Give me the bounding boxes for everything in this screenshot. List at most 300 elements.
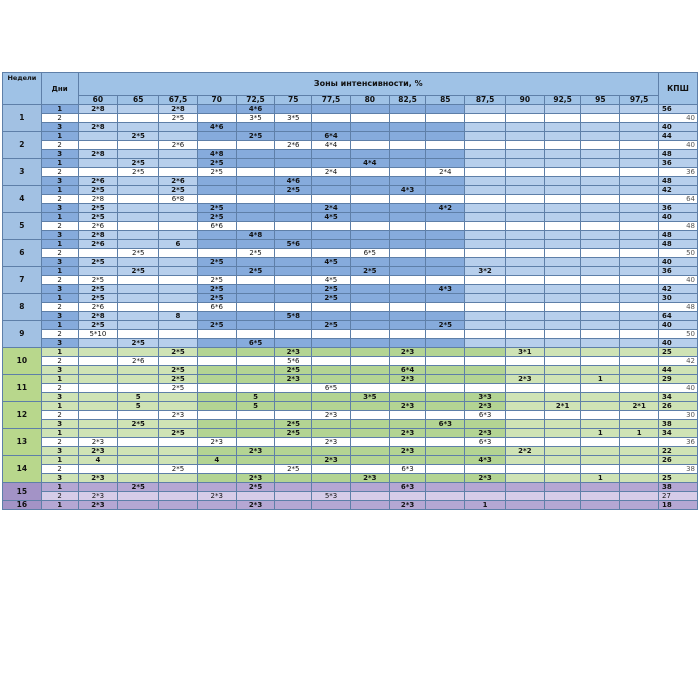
- zone-cell: [350, 357, 389, 366]
- zone-cell: [620, 501, 659, 510]
- zone-cell: [236, 465, 275, 474]
- day-number: 2: [41, 168, 78, 177]
- zone-cell: 4*8: [197, 150, 236, 159]
- zone-cell: [78, 141, 118, 150]
- zone-cell: [78, 168, 118, 177]
- zone-cell: [620, 294, 659, 303]
- zone-cell: [275, 456, 312, 465]
- kpsh-cell: 36: [659, 204, 698, 213]
- zone-cell: [78, 114, 118, 123]
- zone-cell: [581, 456, 620, 465]
- zone-cell: [350, 285, 389, 294]
- week-number: 2: [3, 132, 42, 159]
- week-number: 10: [3, 348, 42, 375]
- zone-cell: [118, 258, 159, 267]
- zone-cell: [118, 222, 159, 231]
- zone-cell: 2*5: [118, 483, 159, 492]
- zone-cell: [159, 330, 198, 339]
- zone-cell: [118, 177, 159, 186]
- zone-cell: 2*5: [78, 258, 118, 267]
- day-number: 1: [41, 267, 78, 276]
- zone-cell: [620, 186, 659, 195]
- zone-cell: [581, 438, 620, 447]
- zone-cell: 2*1: [544, 402, 581, 411]
- zone-cell: [544, 393, 581, 402]
- zone-cell: [465, 465, 506, 474]
- zone-cell: [581, 411, 620, 420]
- zone-cell: [544, 150, 581, 159]
- zone-cell: 5*10: [78, 330, 118, 339]
- zone-cell: 2*8: [78, 123, 118, 132]
- zone-cell: [389, 240, 426, 249]
- zone-cell: [389, 132, 426, 141]
- zone-header: 77,5: [312, 96, 351, 105]
- zone-cell: [275, 330, 312, 339]
- zone-cell: [236, 384, 275, 393]
- zone-cell: [426, 231, 465, 240]
- zone-cell: [426, 105, 465, 114]
- zone-header: 60: [78, 96, 118, 105]
- day-number: 1: [41, 159, 78, 168]
- zone-cell: [275, 393, 312, 402]
- zone-cell: [312, 501, 351, 510]
- zone-cell: 2*3: [465, 429, 506, 438]
- zone-cell: [236, 321, 275, 330]
- table-row: [3, 366, 698, 375]
- zone-cell: [78, 393, 118, 402]
- zone-cell: [197, 186, 236, 195]
- day-number: 2: [41, 357, 78, 366]
- zone-cell: [312, 366, 351, 375]
- week-number: 5: [3, 213, 42, 240]
- zone-cell: [465, 222, 506, 231]
- zone-cell: [159, 168, 198, 177]
- zone-cell: [197, 501, 236, 510]
- zone-cell: [389, 456, 426, 465]
- kpsh-cell: 36: [659, 267, 698, 276]
- zone-cell: [426, 177, 465, 186]
- zone-cell: 2*3: [312, 411, 351, 420]
- zone-cell: 2*5: [118, 132, 159, 141]
- table-row: [3, 222, 698, 231]
- zone-cell: [118, 438, 159, 447]
- zone-cell: [465, 339, 506, 348]
- zone-cell: 2*3: [465, 402, 506, 411]
- zone-cell: [159, 231, 198, 240]
- zone-cell: 3*1: [505, 348, 544, 357]
- zone-cell: 2*5: [159, 429, 198, 438]
- zone-cell: [159, 276, 198, 285]
- zone-cell: [544, 483, 581, 492]
- zone-cell: 2*3: [236, 501, 275, 510]
- zone-cell: [426, 267, 465, 276]
- zone-cell: 2*3: [236, 447, 275, 456]
- zone-cell: [350, 420, 389, 429]
- zone-cell: [505, 330, 544, 339]
- zone-cell: [581, 168, 620, 177]
- day-number: 1: [41, 132, 78, 141]
- zone-cell: [159, 420, 198, 429]
- zone-cell: [275, 303, 312, 312]
- table-row: [3, 303, 698, 312]
- day-number: 3: [41, 177, 78, 186]
- kpsh-cell: 25: [659, 474, 698, 483]
- zone-cell: 2*5: [159, 375, 198, 384]
- zone-cell: [426, 402, 465, 411]
- table-row: [3, 384, 698, 393]
- zone-cell: [581, 420, 620, 429]
- zone-cell: 2*4: [312, 168, 351, 177]
- kpsh-cell: 25: [659, 348, 698, 357]
- zone-cell: 2*3: [465, 474, 506, 483]
- zone-cell: 6: [159, 240, 198, 249]
- zone-cell: [118, 312, 159, 321]
- kpsh-cell: 48: [659, 303, 698, 312]
- zone-cell: 4*3: [465, 456, 506, 465]
- table-row: [3, 357, 698, 366]
- table-row: [3, 474, 698, 483]
- zone-cell: [620, 492, 659, 501]
- zone-cell: 2*3: [505, 375, 544, 384]
- zone-cell: [159, 438, 198, 447]
- zone-cell: [544, 276, 581, 285]
- day-number: 3: [41, 123, 78, 132]
- kpsh-cell: 38: [659, 483, 698, 492]
- zone-cell: [620, 474, 659, 483]
- zone-cell: [312, 186, 351, 195]
- zone-cell: [275, 285, 312, 294]
- zone-cell: [197, 483, 236, 492]
- kpsh-cell: 38: [659, 465, 698, 474]
- zone-cell: [197, 384, 236, 393]
- zone-cell: [275, 105, 312, 114]
- zone-cell: [544, 456, 581, 465]
- week-number: 11: [3, 375, 42, 402]
- zone-cell: [465, 294, 506, 303]
- zone-cell: [118, 150, 159, 159]
- zone-cell: [118, 240, 159, 249]
- zone-cell: [544, 294, 581, 303]
- zone-cell: [236, 438, 275, 447]
- zone-cell: [389, 438, 426, 447]
- zone-cell: [159, 150, 198, 159]
- kpsh-cell: 42: [659, 357, 698, 366]
- zone-cell: [312, 429, 351, 438]
- zone-cell: [426, 375, 465, 384]
- table-row: [3, 240, 698, 249]
- zone-cell: 2*5: [118, 420, 159, 429]
- zone-cell: [159, 159, 198, 168]
- zone-cell: [236, 357, 275, 366]
- table-row: [3, 249, 698, 258]
- zone-cell: 6*6: [197, 303, 236, 312]
- zone-cell: [389, 330, 426, 339]
- day-number: 2: [41, 465, 78, 474]
- zone-cell: [581, 177, 620, 186]
- zone-cell: [426, 150, 465, 159]
- zone-cell: [350, 402, 389, 411]
- zone-cell: [389, 384, 426, 393]
- day-number: 3: [41, 420, 78, 429]
- day-number: 3: [41, 339, 78, 348]
- zone-cell: 3*5: [236, 114, 275, 123]
- day-number: 2: [41, 114, 78, 123]
- day-number: 2: [41, 195, 78, 204]
- zone-cell: [197, 375, 236, 384]
- zone-cell: [312, 240, 351, 249]
- table-row: [3, 501, 698, 510]
- zone-cell: [236, 492, 275, 501]
- zone-cell: [350, 456, 389, 465]
- zone-cell: [197, 366, 236, 375]
- zone-cell: 4*4: [350, 159, 389, 168]
- zone-cell: [581, 159, 620, 168]
- zone-cell: [118, 348, 159, 357]
- zone-cell: 2*8: [78, 150, 118, 159]
- zone-cell: [197, 474, 236, 483]
- zone-cell: 4*8: [236, 231, 275, 240]
- kpsh-cell: 64: [659, 312, 698, 321]
- zone-cell: [350, 330, 389, 339]
- zone-cell: [312, 195, 351, 204]
- week-number: 3: [3, 159, 42, 186]
- zone-cell: [465, 285, 506, 294]
- kpsh-cell: 50: [659, 330, 698, 339]
- day-number: 3: [41, 150, 78, 159]
- zone-cell: 6*4: [312, 132, 351, 141]
- zone-cell: [505, 150, 544, 159]
- zone-cell: [505, 123, 544, 132]
- zone-cell: [544, 501, 581, 510]
- zone-cell: 2*5: [159, 348, 198, 357]
- zone-cell: [236, 123, 275, 132]
- zone-cell: [505, 213, 544, 222]
- zone-cell: [350, 141, 389, 150]
- zone-cell: [118, 492, 159, 501]
- zone-cell: [350, 105, 389, 114]
- zone-cell: 2*5: [78, 321, 118, 330]
- zone-cell: [620, 348, 659, 357]
- zone-cell: 2*5: [312, 321, 351, 330]
- zone-cell: [236, 195, 275, 204]
- zone-cell: 2*2: [505, 447, 544, 456]
- zone-cell: [118, 294, 159, 303]
- zone-cell: [426, 312, 465, 321]
- zone-cell: [350, 384, 389, 393]
- zone-cell: [159, 339, 198, 348]
- zone-cell: [544, 195, 581, 204]
- kpsh-cell: 48: [659, 231, 698, 240]
- zone-cell: [236, 213, 275, 222]
- table-row: [3, 339, 698, 348]
- zone-cell: [312, 402, 351, 411]
- day-number: 2: [41, 411, 78, 420]
- zone-cell: [197, 267, 236, 276]
- zone-cell: [465, 321, 506, 330]
- zone-cell: [465, 483, 506, 492]
- zone-cell: [236, 330, 275, 339]
- day-number: 1: [41, 402, 78, 411]
- kpsh-cell: 40: [659, 339, 698, 348]
- zone-header: 67,5: [159, 96, 198, 105]
- zone-cell: [465, 312, 506, 321]
- zone-cell: 6*3: [465, 411, 506, 420]
- zone-cell: [544, 375, 581, 384]
- zone-cell: 3*2: [465, 267, 506, 276]
- week-number: 16: [3, 501, 42, 510]
- zone-cell: [581, 303, 620, 312]
- zone-cell: [312, 267, 351, 276]
- zone-cell: [505, 186, 544, 195]
- zone-cell: [505, 267, 544, 276]
- zone-cell: 1: [620, 429, 659, 438]
- zone-cell: [389, 123, 426, 132]
- zone-cell: [581, 357, 620, 366]
- table-row: [3, 159, 698, 168]
- zone-cell: [389, 411, 426, 420]
- zone-cell: [544, 240, 581, 249]
- table-row: [3, 447, 698, 456]
- kpsh-cell: 40: [659, 258, 698, 267]
- zone-cell: [426, 339, 465, 348]
- zone-cell: [350, 240, 389, 249]
- zone-cell: [544, 159, 581, 168]
- day-number: 3: [41, 393, 78, 402]
- zone-cell: 2*5: [197, 213, 236, 222]
- week-number: 6: [3, 240, 42, 267]
- kpsh-cell: 40: [659, 213, 698, 222]
- zone-cell: [505, 177, 544, 186]
- day-number: 1: [41, 105, 78, 114]
- zone-cell: 4*6: [275, 177, 312, 186]
- kpsh-cell: 22: [659, 447, 698, 456]
- zone-cell: [505, 339, 544, 348]
- zone-cell: [389, 339, 426, 348]
- zone-cell: [620, 375, 659, 384]
- week-number: 15: [3, 483, 42, 501]
- zone-cell: [389, 321, 426, 330]
- zone-cell: [159, 321, 198, 330]
- table-row: [3, 168, 698, 177]
- zone-cell: [465, 195, 506, 204]
- zone-cell: [78, 249, 118, 258]
- zone-cell: [118, 141, 159, 150]
- zone-cell: 3*5: [275, 114, 312, 123]
- zone-cell: [465, 105, 506, 114]
- zone-cell: [581, 402, 620, 411]
- zone-cell: 2*3: [78, 447, 118, 456]
- zone-cell: 2*6: [118, 357, 159, 366]
- zone-cell: [159, 501, 198, 510]
- week-number: 8: [3, 294, 42, 321]
- zone-cell: [350, 366, 389, 375]
- zone-cell: [312, 114, 351, 123]
- zone-cell: [197, 132, 236, 141]
- zone-cell: 6*5: [312, 384, 351, 393]
- zone-cell: [581, 330, 620, 339]
- zone-cell: [505, 456, 544, 465]
- zone-cell: [620, 312, 659, 321]
- zone-cell: [312, 312, 351, 321]
- zone-cell: [197, 105, 236, 114]
- zone-cell: [197, 177, 236, 186]
- zone-cell: [350, 276, 389, 285]
- day-number: 3: [41, 285, 78, 294]
- zone-cell: 2*5: [78, 186, 118, 195]
- zone-cell: 2*3: [159, 411, 198, 420]
- day-number: 1: [41, 456, 78, 465]
- zone-cell: [275, 384, 312, 393]
- days-header: Дни: [41, 73, 78, 105]
- zone-cell: 2*5: [197, 294, 236, 303]
- zone-cell: [236, 429, 275, 438]
- zone-cell: [544, 303, 581, 312]
- zone-cell: [465, 366, 506, 375]
- zone-cell: [426, 114, 465, 123]
- zone-cell: 6*4: [389, 366, 426, 375]
- zone-cell: [236, 240, 275, 249]
- zone-cell: [118, 105, 159, 114]
- zone-cell: 2*5: [78, 276, 118, 285]
- table-row: [3, 321, 698, 330]
- zone-cell: [620, 123, 659, 132]
- day-number: 2: [41, 438, 78, 447]
- kpsh-cell: 36: [659, 159, 698, 168]
- zone-cell: [581, 321, 620, 330]
- zone-cell: [465, 249, 506, 258]
- zone-cell: [389, 222, 426, 231]
- zone-cell: [159, 474, 198, 483]
- zone-cell: [350, 177, 389, 186]
- kpsh-cell: 64: [659, 195, 698, 204]
- zone-cell: [505, 402, 544, 411]
- zone-cell: [78, 429, 118, 438]
- zone-cell: 2*3: [78, 474, 118, 483]
- zone-cell: [78, 483, 118, 492]
- zone-cell: 1: [581, 375, 620, 384]
- zone-cell: [197, 312, 236, 321]
- zone-cell: [312, 105, 351, 114]
- zone-cell: 2*5: [118, 267, 159, 276]
- zone-cell: [159, 249, 198, 258]
- week-number: 14: [3, 456, 42, 483]
- zone-cell: [350, 150, 389, 159]
- zone-cell: [505, 420, 544, 429]
- zone-cell: 6*5: [236, 339, 275, 348]
- zone-cell: [389, 159, 426, 168]
- zone-cell: [159, 294, 198, 303]
- zone-cell: [426, 258, 465, 267]
- table-row: [3, 231, 698, 240]
- zone-cell: [544, 168, 581, 177]
- table-row: [3, 177, 698, 186]
- zone-cell: 2*5: [159, 366, 198, 375]
- zone-cell: 6*8: [159, 195, 198, 204]
- zone-cell: [78, 357, 118, 366]
- zone-cell: 2*8: [78, 312, 118, 321]
- zone-cell: [426, 357, 465, 366]
- zone-cell: [350, 465, 389, 474]
- zone-cell: 5*8: [275, 312, 312, 321]
- zone-cell: [544, 105, 581, 114]
- zone-cell: 2*3: [389, 348, 426, 357]
- zone-cell: 2*5: [197, 159, 236, 168]
- zone-cell: 2*5: [197, 276, 236, 285]
- zone-cell: [78, 339, 118, 348]
- zone-cell: [581, 204, 620, 213]
- zone-cell: 6*3: [465, 438, 506, 447]
- zone-cell: [505, 501, 544, 510]
